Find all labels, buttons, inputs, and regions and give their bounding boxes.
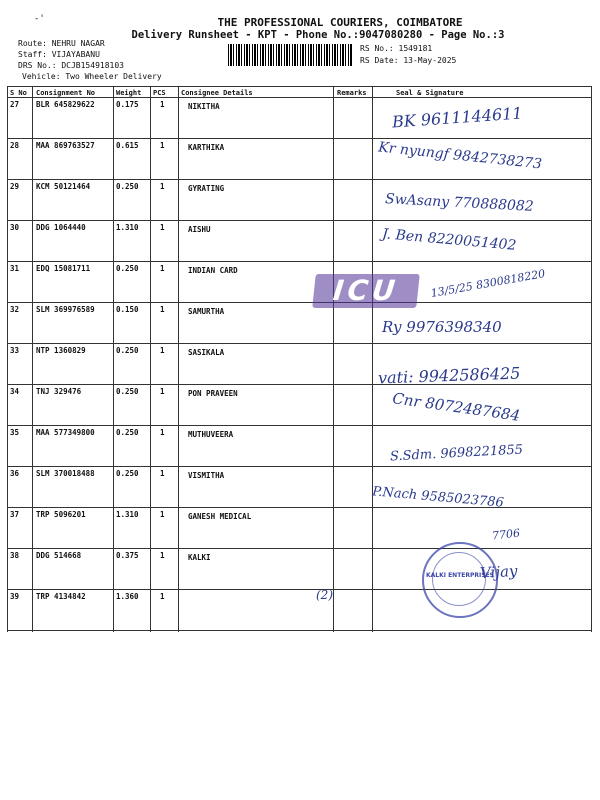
row-weight: 0.375 <box>116 551 139 560</box>
row-weight: 0.250 <box>116 387 139 396</box>
kalki-seal <box>422 542 498 618</box>
row-weight: 1.310 <box>116 223 139 232</box>
row-consignee: PON PRAVEEN <box>188 389 238 398</box>
row-consignee: INDIAN CARD <box>188 266 238 275</box>
row-divider <box>7 589 591 590</box>
row-sno: 27 <box>10 100 20 109</box>
row-divider <box>7 425 591 426</box>
row-signature: SwAsany 770888082 <box>384 191 535 215</box>
row-sno: 36 <box>10 469 20 478</box>
row-signature: Cnr 8072487684 <box>391 389 522 425</box>
row-sno: 31 <box>10 264 20 273</box>
row-signature: (2) <box>316 588 333 602</box>
row-pcs: 1 <box>160 346 165 355</box>
row-weight: 0.615 <box>116 141 139 150</box>
row-divider <box>7 630 591 631</box>
row-consignment: EDQ 15081711 <box>36 264 91 273</box>
row-consignment: DDG 1064440 <box>36 223 86 232</box>
row-signature: Kr nyungf 9842738273 <box>377 139 543 173</box>
row-divider <box>7 179 591 180</box>
row-weight: 1.310 <box>116 510 139 519</box>
kalki-seal-text: KALKI ENTERPRISES <box>425 572 494 579</box>
staff-label: Staff: VIJAYABANU <box>18 50 100 59</box>
row-consignment: TRP 5096201 <box>36 510 86 519</box>
row-pcs: 1 <box>160 182 165 191</box>
row-sno: 38 <box>10 551 20 560</box>
row-signature: BK 9611144611 <box>391 103 524 132</box>
col-sno: S No <box>10 89 27 97</box>
row-divider <box>7 466 591 467</box>
row-signature: Vijay <box>479 561 519 583</box>
row-pcs: 1 <box>160 100 165 109</box>
row-consignee: NIKITHA <box>188 102 220 111</box>
row-pcs: 1 <box>160 469 165 478</box>
col-remarks: Remarks <box>337 89 367 97</box>
row-consignee: MUTHUVEERA <box>188 430 234 439</box>
row-signature: S.Sdm. 9698221855 <box>389 442 524 465</box>
rs-number: RS No.: 1549181 <box>360 44 433 53</box>
row-sno: 33 <box>10 346 20 355</box>
row-divider <box>7 548 591 549</box>
row-pcs: 1 <box>160 305 165 314</box>
row-signature: J. Ben 8220051402 <box>381 226 517 254</box>
row-divider <box>7 261 591 262</box>
row-consignment: TRP 4134842 <box>36 592 86 601</box>
row-consignee: AISHU <box>188 225 211 234</box>
row-divider <box>7 302 591 303</box>
row-consignment: MAA 577349800 <box>36 428 95 437</box>
col-weight: Weight <box>116 89 142 97</box>
col-pcs: PCS <box>153 89 166 97</box>
row-consignee: VISMITHA <box>188 471 225 480</box>
row-consignment: NTP 1360829 <box>36 346 86 355</box>
row-pcs: 1 <box>160 592 165 601</box>
row-consignee: KARTHIKA <box>188 143 225 152</box>
row-signature: vati: 9942586425 <box>377 363 521 388</box>
col-signature: Seal & Signature <box>396 89 464 97</box>
row-sno: 37 <box>10 510 20 519</box>
row-pcs: 1 <box>160 387 165 396</box>
vehicle-label: Vehicle: Two Wheeler Delivery <box>22 72 162 81</box>
col-consignee: Consignee Details <box>181 89 253 97</box>
row-sno: 30 <box>10 223 20 232</box>
row-divider <box>7 138 591 139</box>
row-consignee: KALKI <box>188 553 211 562</box>
row-pcs: 1 <box>160 428 165 437</box>
row-sno: 29 <box>10 182 20 191</box>
row-weight: 0.250 <box>116 182 139 191</box>
row-signature: P.Nach 9585023786 <box>371 484 505 511</box>
row-signature: 7706 <box>491 526 521 543</box>
row-pcs: 1 <box>160 223 165 232</box>
row-sno: 28 <box>10 141 20 150</box>
row-pcs: 1 <box>160 551 165 560</box>
row-consignee: SAMURTHA <box>188 307 225 316</box>
drs-label: DRS No.: DCJB154918103 <box>18 61 124 70</box>
row-consignment: TNJ 329476 <box>36 387 82 396</box>
row-consignment: MAA 869763527 <box>36 141 95 150</box>
icon-stamp-text: ICU <box>331 274 401 307</box>
row-weight: 0.150 <box>116 305 139 314</box>
row-divider <box>7 343 591 344</box>
row-pcs: 1 <box>160 510 165 519</box>
row-weight: 0.250 <box>116 428 139 437</box>
row-pcs: 1 <box>160 141 165 150</box>
company-title: THE PROFESSIONAL COURIERS, COIMBATORE <box>217 16 463 29</box>
row-divider <box>7 384 591 385</box>
rs-date: RS Date: 13-May-2025 <box>360 56 457 65</box>
row-consignee: SASIKALA <box>188 348 225 357</box>
row-divider <box>7 220 591 221</box>
row-signature: Ry 9976398340 <box>382 318 502 336</box>
row-consignment: SLM 369976589 <box>36 305 95 314</box>
row-consignment: BLR 645829622 <box>36 100 95 109</box>
row-weight: 0.250 <box>116 264 139 273</box>
barcode <box>228 44 352 66</box>
row-sno: 35 <box>10 428 20 437</box>
row-consignment: DDG 514668 <box>36 551 82 560</box>
row-weight: 0.250 <box>116 346 139 355</box>
col-consignment: Consignment No <box>36 89 96 97</box>
row-consignee: GANESH MEDICAL <box>188 512 252 521</box>
row-consignment: KCM 50121464 <box>36 182 91 191</box>
row-weight: 0.175 <box>116 100 139 109</box>
runsheet-title: Delivery Runsheet - KPT - Phone No.:9047080280 - Page No.:3 <box>131 29 505 41</box>
corner-mark: -' <box>34 14 45 24</box>
row-weight: 0.250 <box>116 469 139 478</box>
route-label: Route: NEHRU NAGAR <box>18 39 105 48</box>
row-pcs: 1 <box>160 264 165 273</box>
row-consignee: GYRATING <box>188 184 225 193</box>
row-weight: 1.360 <box>116 592 139 601</box>
row-consignment: SLM 370018488 <box>36 469 95 478</box>
row-signature: 13/5/25 8300818220 <box>429 267 547 300</box>
row-sno: 34 <box>10 387 20 396</box>
row-sno: 32 <box>10 305 20 314</box>
row-sno: 39 <box>10 592 20 601</box>
icon-stamp <box>312 274 420 308</box>
